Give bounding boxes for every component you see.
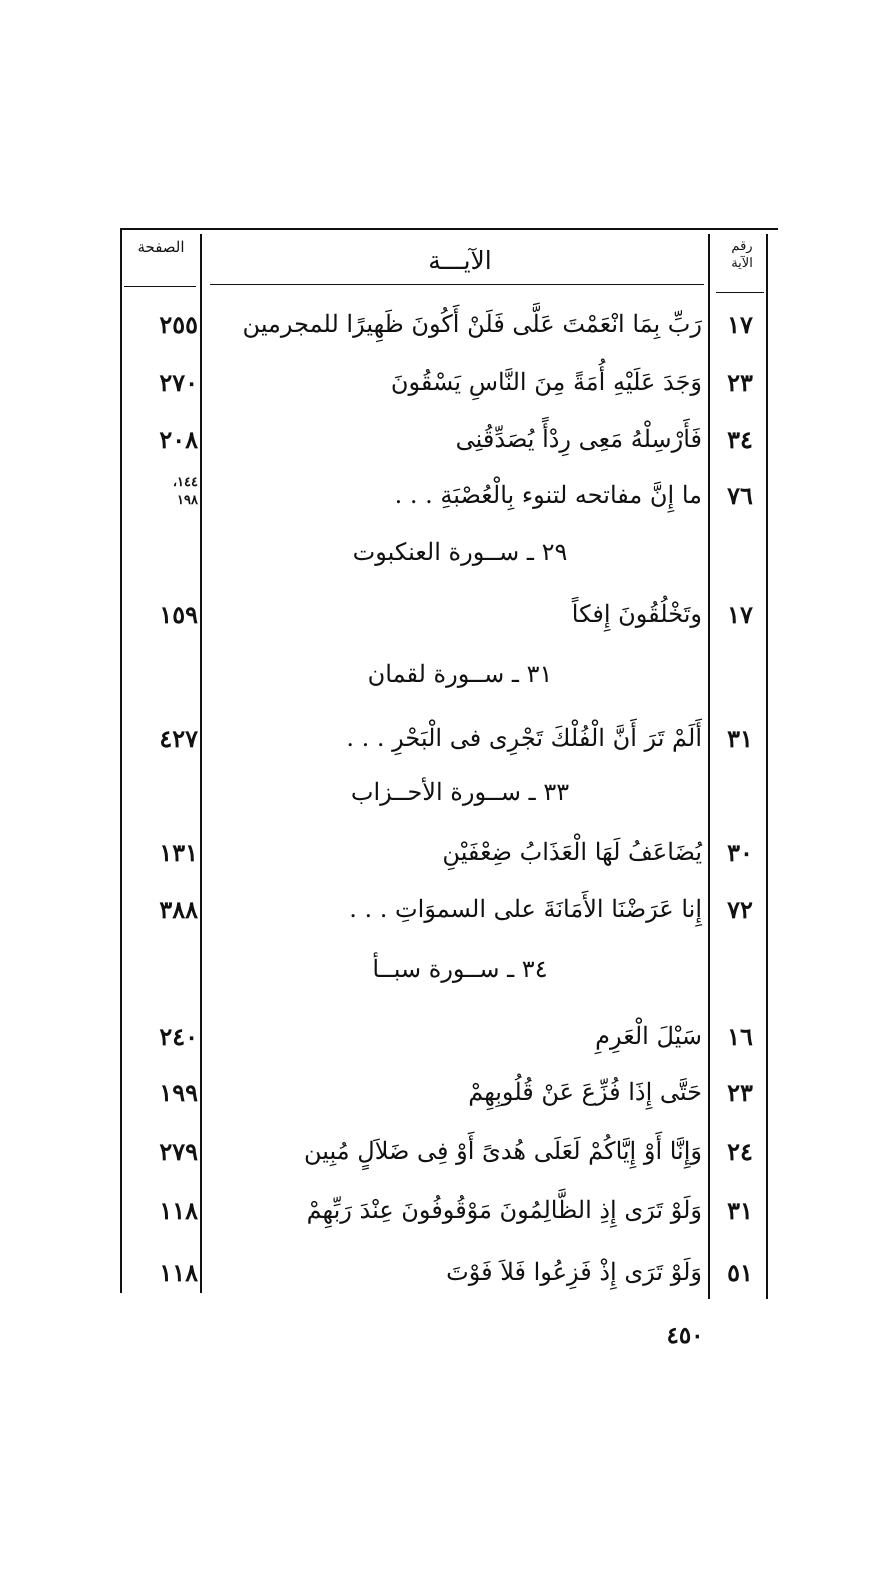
header-number-column [716, 238, 768, 272]
page-number: ٢٧٠ [159, 368, 198, 397]
verse-number: ٣١ [727, 1196, 753, 1225]
verse-number: ٧٢ [727, 895, 753, 924]
verse-text: يُضَاعَفُ لَهَا الْعَذَابُ ضِعْفَيْنِ [442, 838, 702, 866]
verse-number: ٢٣ [727, 368, 753, 397]
surah-heading-31: ٣١ ـ ســورة لقمان [367, 660, 553, 688]
surah-heading-34: ٣٤ ـ ســورة سبــأ [372, 955, 548, 983]
verse-text: وتَخْلُقُونَ إِفكاً [571, 600, 702, 628]
page-number-line2: ١٩٨ [177, 493, 198, 508]
surah-heading-29: ٢٩ ـ ســورة العنكبوت [352, 538, 568, 566]
page-number: ١٩٩ [159, 1078, 198, 1107]
verse-text: وَجَدَ عَلَيْهِ أُمَةً مِنَ النَّاسِ يَسْقُونَ [390, 368, 702, 396]
surah-heading-33: ٣٣ ـ ســورة الأحــزاب [350, 778, 570, 806]
page-number: ١١٨ [159, 1196, 198, 1225]
verse-text: وَلَوْ تَرَى إِذْ فَزِعُوا فَلاَ فَوْتَ [446, 1258, 702, 1286]
page-number: ١٥٩ [159, 600, 198, 629]
column-divider-number [708, 234, 710, 1299]
page-number: ٣٨٨ [159, 895, 198, 924]
verse-text: وَإِنَّا أَوْ إِيَّاكُمْ لَعَلَى هُدىً أَوْ فِى ضَلاَلٍ مُبِين [304, 1137, 702, 1165]
table-left-border [120, 228, 122, 1293]
table-right-border [766, 234, 768, 1299]
verse-number: ٥١ [727, 1258, 753, 1287]
page-number: ٢٥٥ [159, 310, 198, 339]
page-number: ٢٤٠ [159, 1022, 198, 1051]
header-number-line1: رقم [731, 239, 753, 254]
page-number-pair [124, 474, 198, 510]
verse-number: ٧٦ [727, 481, 753, 510]
verse-text: رَبِّ بِمَا انْعَمْتَ عَلَّى فَلَنْ أَكُونَ ظَهِيرًا للمجرمين [242, 310, 702, 338]
page-number-line1: ١٤٤، [172, 475, 198, 490]
page-number: ٢٧٩ [159, 1137, 198, 1166]
verse-text: سَيْلَ الْعَرِمِ [595, 1022, 702, 1050]
page-number: ١١٨ [159, 1258, 198, 1287]
verse-number: ١٧ [727, 600, 753, 629]
verse-text: إِنا عَرَضْنَا الأَمَانَةَ على السموَاتِ . . . [349, 895, 702, 923]
page-number: ٢٠٨ [159, 425, 198, 454]
verse-text: ما إِنَّ مفاتحه لتنوء بِالْعُصْبَةِ . . . [394, 481, 702, 509]
table-top-rule [120, 228, 778, 230]
verse-number: ٢٣ [727, 1078, 753, 1107]
page-number: ١٣١ [159, 838, 198, 867]
verse-number: ٣٠ [727, 838, 753, 867]
verse-text: أَلَمْ تَرَ أَنَّ الْفُلْكَ تَجْرِى فى الْبَحْرِ . . . [346, 724, 702, 752]
verse-text: وَلَوْ تَرَى إِذِ الظَّالِمُونَ مَوْقُوفُونَ عِنْدَ رَبِّهِمْ [306, 1196, 702, 1224]
verse-number: ٣١ [727, 724, 753, 753]
verse-number: ١٧ [727, 310, 753, 339]
header-page-column: الصفحة [137, 238, 185, 256]
verse-text: فَأَرْسِلْهُ مَعِى رِدْأً يُصَدِّقُنِى [455, 425, 702, 453]
header-number-line2: الآية [731, 256, 753, 271]
verse-text: حَتَّى إِذَا فُزِّعَ عَنْ قُلُوبِهِمْ [468, 1078, 702, 1106]
header-rule-number [716, 292, 764, 293]
header-verse-column: الآيـــة [428, 246, 492, 275]
verse-number: ٢٤ [727, 1137, 753, 1166]
verse-number: ٣٤ [727, 425, 753, 454]
page-number: ٤٢٧ [159, 724, 198, 753]
verse-number: ١٦ [727, 1022, 753, 1051]
header-rule-page [124, 286, 196, 287]
column-divider-page [200, 234, 202, 1293]
footer-page-number: ٤٥٠ [666, 1322, 704, 1349]
header-rule-verse [210, 284, 704, 285]
